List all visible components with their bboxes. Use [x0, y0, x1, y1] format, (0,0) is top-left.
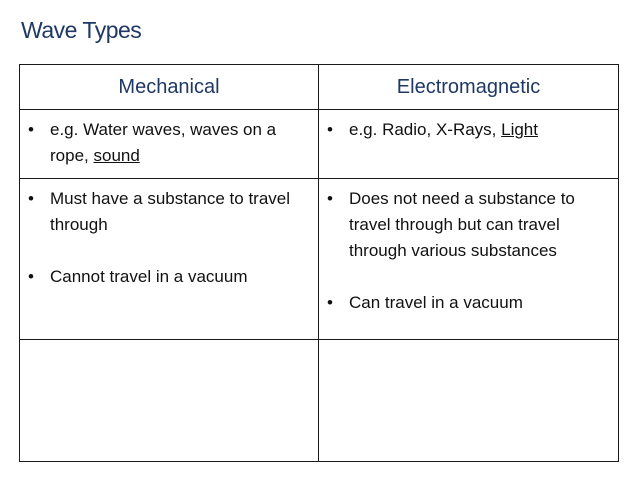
table-row: [20, 110, 619, 179]
header-electromagnetic: Electromagnetic: [319, 65, 619, 110]
electromagnetic-point: Can travel in a vacuum: [349, 293, 523, 312]
electromagnetic-examples-prefix: e.g. Radio, X-Rays,: [349, 120, 502, 139]
electromagnetic-point: Does not need a substance to travel through but can travel through various substances: [349, 189, 575, 260]
table-row: [20, 340, 619, 462]
bullet-icon: •: [327, 120, 333, 139]
electromagnetic-examples-text: [349, 117, 610, 143]
electromagnetic-examples-cell: [319, 110, 619, 179]
empty-cell: [20, 340, 319, 462]
bullet-icon: •: [28, 120, 34, 139]
list-item: [327, 290, 610, 316]
table-header-row: [20, 65, 619, 110]
mechanical-point: Cannot travel in a vacuum: [50, 267, 248, 286]
wave-types-table: [19, 64, 619, 462]
mechanical-examples-text: [50, 117, 310, 169]
list-item: [327, 186, 610, 264]
bullet-icon: •: [28, 189, 34, 208]
mechanical-examples-underlined: sound: [93, 146, 140, 165]
electromagnetic-examples-underlined: Light: [501, 120, 538, 139]
bullet-icon: •: [327, 293, 333, 312]
table-row: [20, 179, 619, 340]
mechanical-examples-prefix: e.g. Water waves, waves on a rope,: [50, 120, 277, 165]
slide-title: Wave Types: [21, 17, 142, 43]
mechanical-properties-cell: [20, 179, 319, 340]
list-item: [28, 186, 310, 238]
mechanical-point: Must have a substance to travel through: [50, 189, 291, 234]
electromagnetic-properties-cell: [319, 179, 619, 340]
list-item: [28, 264, 310, 290]
mechanical-examples-cell: [20, 110, 319, 179]
bullet-icon: •: [28, 267, 34, 286]
header-mechanical: Mechanical: [20, 65, 319, 110]
empty-cell: [319, 340, 619, 462]
bullet-icon: •: [327, 189, 333, 208]
list-item: [327, 117, 610, 143]
list-item: [28, 117, 310, 169]
